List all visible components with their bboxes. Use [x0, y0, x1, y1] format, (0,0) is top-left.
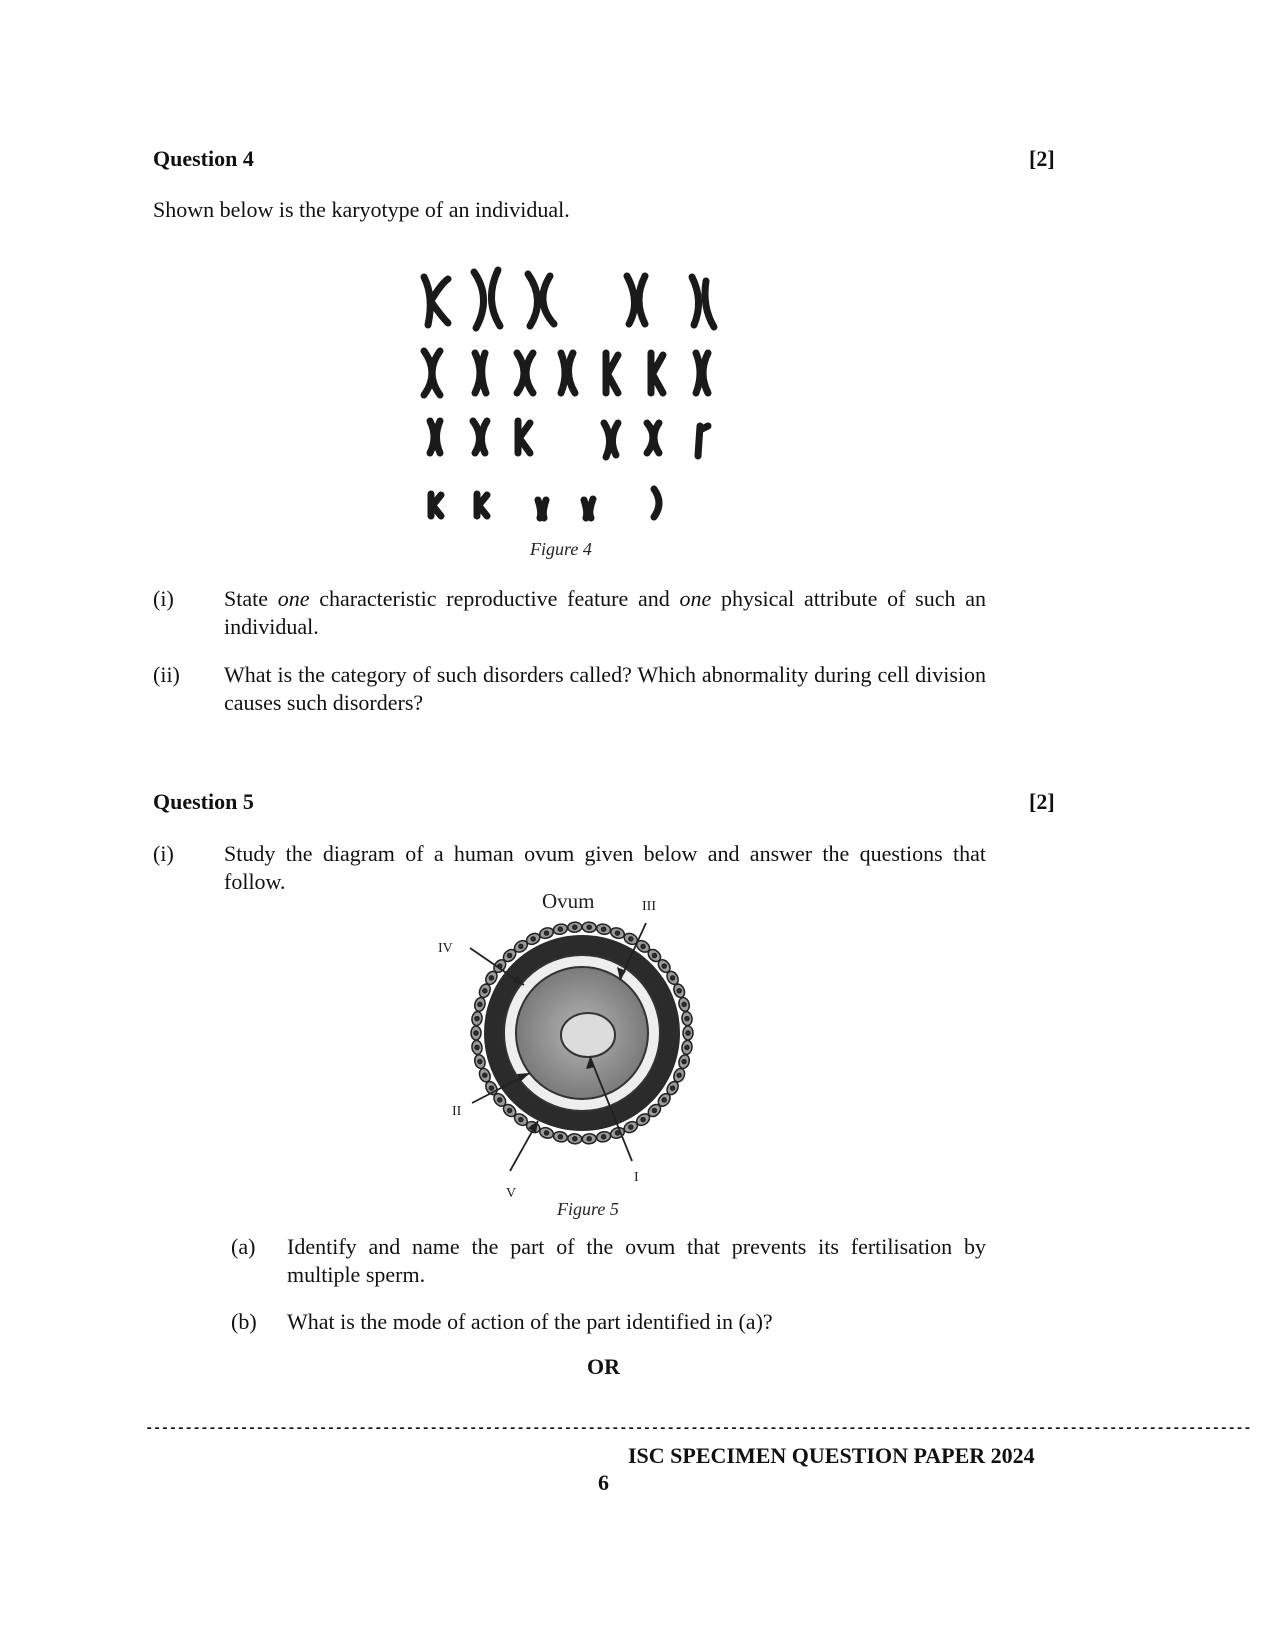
or-separator: OR	[587, 1354, 620, 1379]
chromosome-15	[518, 421, 530, 453]
footer-dashed-rule: --------------------------------------------------------------------------------------------------------------------------------------------	[145, 1421, 1252, 1437]
corona-cell-nucleus	[587, 925, 591, 929]
chromosome-2	[474, 270, 500, 328]
q5-subpart-b-text: What is the mode of action of the part identified in (a)?	[287, 1309, 773, 1334]
chromosome-19	[431, 494, 441, 516]
corona-cell-nucleus	[545, 1131, 549, 1135]
corona-cell-nucleus	[475, 1017, 479, 1021]
corona-cell-nucleus	[558, 927, 562, 931]
corona-cell-nucleus	[602, 927, 606, 931]
label-I: I	[634, 1170, 639, 1185]
corona-cell-nucleus	[652, 1109, 656, 1113]
figure-5-caption: Figure 5	[557, 1199, 619, 1219]
chromosome-18	[698, 426, 708, 456]
corona-cell-nucleus	[629, 937, 633, 941]
corona-cell-nucleus	[519, 944, 523, 948]
q4-part-i-number: (i)	[153, 586, 174, 611]
corona-cell-nucleus	[475, 1045, 479, 1049]
corona-cell-nucleus	[587, 1137, 591, 1141]
corona-cell-nucleus	[629, 1125, 633, 1129]
q4-part-ii-text: What is the category of such disorders called? Which abnormality during cell division causes such disorders?	[224, 662, 986, 715]
corona-cell-nucleus	[641, 1118, 645, 1122]
corona-cell-nucleus	[616, 931, 620, 935]
corona-cell-nucleus	[545, 931, 549, 935]
corona-cell-nucleus	[685, 1045, 689, 1049]
chromosome-17	[647, 423, 659, 453]
q4-part-i-text: State one characteristic reproductive feature and one physical attribute of such an individual.	[224, 586, 986, 639]
corona-cell-nucleus	[641, 944, 645, 948]
page-number: 6	[598, 1470, 609, 1495]
corona-cell-nucleus	[686, 1031, 690, 1035]
question-5-heading: Question 5	[153, 789, 254, 814]
corona-cell-nucleus	[531, 937, 535, 941]
q5-part-i-text: Study the diagram of a human ovum given below and answer the questions that follow.	[224, 841, 986, 894]
corona-cell-nucleus	[662, 1098, 666, 1102]
corona-cell-nucleus	[677, 1073, 681, 1077]
corona-cell-nucleus	[671, 976, 675, 980]
label-V: V	[506, 1186, 517, 1201]
corona-cell-nucleus	[483, 1073, 487, 1077]
corona-cell-nucleus	[478, 1002, 482, 1006]
corona-cell-nucleus	[489, 1086, 493, 1090]
corona-cell-nucleus	[519, 1118, 523, 1122]
question-4-intro: Shown below is the karyotype of an individual.	[153, 197, 570, 222]
question-4-heading: Question 4	[153, 146, 254, 171]
chromosome-11	[651, 353, 663, 393]
q4-part-ii-number: (ii)	[153, 662, 180, 687]
corona-cell-nucleus	[558, 1135, 562, 1139]
corona-cell-nucleus	[498, 1098, 502, 1102]
corona-cell-nucleus	[478, 1060, 482, 1064]
q5-part-i-number: (i)	[153, 841, 174, 866]
chromosome-6	[424, 351, 440, 395]
chromosome-10	[606, 353, 618, 393]
corona-cell-nucleus	[682, 1002, 686, 1006]
corona-cell-nucleus	[573, 925, 577, 929]
figure-4-caption: Figure 4	[530, 539, 592, 559]
question-5-marks: [2]	[1029, 789, 1055, 814]
chromosome-3	[528, 274, 554, 326]
corona-cell-nucleus	[573, 1137, 577, 1141]
chromosome-12	[696, 353, 708, 393]
corona-cell-nucleus	[508, 954, 512, 958]
chromosome-1	[424, 277, 448, 325]
corona-cell-nucleus	[474, 1031, 478, 1035]
chromosome-9	[561, 353, 575, 393]
nucleus	[561, 1013, 615, 1057]
chromosome-22	[584, 499, 593, 518]
corona-cell-nucleus	[483, 989, 487, 993]
corona-cell-nucleus	[677, 989, 681, 993]
q5-subpart-b-number: (b)	[231, 1309, 257, 1334]
chromosome-14	[473, 421, 487, 453]
corona-cell-nucleus	[682, 1060, 686, 1064]
chromosome-16	[604, 423, 618, 457]
corona-cell-nucleus	[616, 1131, 620, 1135]
corona-cell-nucleus	[685, 1017, 689, 1021]
chromosome-8	[517, 353, 533, 393]
corona-cell-nucleus	[652, 954, 656, 958]
corona-cell-nucleus	[602, 1135, 606, 1139]
chromosome-21	[538, 500, 546, 518]
chromosome-4	[627, 276, 645, 324]
corona-cell-nucleus	[508, 1109, 512, 1113]
q5-subpart-a-number: (a)	[231, 1234, 256, 1259]
corona-cell-nucleus	[662, 964, 666, 968]
chromosome-7	[475, 353, 486, 393]
corona-cell-nucleus	[489, 976, 493, 980]
chromosome-5	[692, 277, 714, 327]
question-4-marks: [2]	[1029, 146, 1055, 171]
corona-cell-nucleus	[671, 1086, 675, 1090]
ovum-title: Ovum	[542, 889, 595, 913]
label-III: III	[642, 899, 656, 914]
label-II: II	[452, 1104, 462, 1119]
footer-title: ISC SPECIMEN QUESTION PAPER 2024	[628, 1443, 1035, 1468]
chromosome-20	[477, 494, 487, 516]
ovum-diagram	[420, 885, 750, 1205]
q5-subpart-a-text: Identify and name the part of the ovum that prevents its fertilisation by multiple sperm.	[287, 1234, 986, 1287]
chromosome-13	[430, 421, 440, 453]
label-IV: IV	[438, 941, 453, 956]
chromosome-x	[654, 489, 659, 517]
karyotype-figure	[410, 255, 740, 525]
